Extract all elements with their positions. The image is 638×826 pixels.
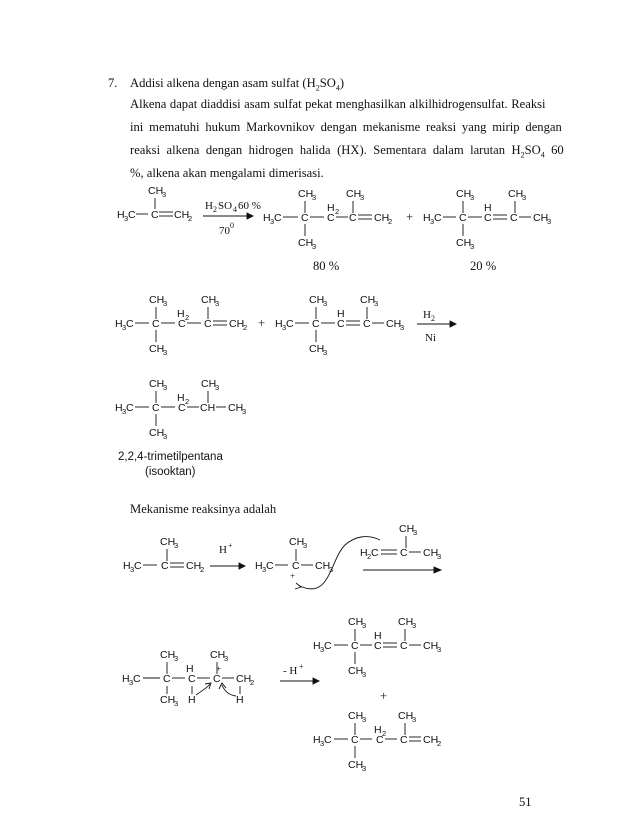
svg-text:+: +	[216, 664, 222, 674]
svg-text:CH: CH	[201, 378, 217, 390]
plus-sign: +	[380, 689, 388, 703]
svg-text:CH: CH	[423, 547, 439, 559]
svg-text:CH: CH	[229, 318, 245, 330]
svg-text:- H: - H	[283, 665, 298, 677]
svg-text:2: 2	[250, 678, 255, 687]
svg-text:3: 3	[174, 654, 179, 663]
svg-text:3: 3	[400, 323, 405, 332]
svg-text:CH: CH	[374, 212, 390, 224]
page-number: 51	[519, 795, 532, 809]
svg-text:C: C	[371, 547, 379, 559]
svg-text:H: H	[275, 318, 283, 330]
svg-text:C: C	[351, 640, 359, 652]
reaction-arrow	[203, 200, 261, 237]
svg-text:CH: CH	[298, 188, 314, 200]
svg-text:3: 3	[323, 348, 328, 357]
svg-text:3: 3	[320, 645, 325, 654]
paragraph-line: Alkena dapat diaddisi asam sulfat pekat menghasilkan alkilhidrogensulfat. Reaksi	[130, 97, 546, 111]
svg-text:3: 3	[282, 323, 287, 332]
svg-text:CH: CH	[200, 402, 216, 414]
svg-text:3: 3	[329, 565, 334, 574]
final-internal-alkene	[313, 616, 441, 679]
svg-text:3: 3	[163, 383, 168, 392]
svg-text:C: C	[400, 734, 408, 746]
svg-text:H: H	[360, 547, 368, 559]
electron-arrow	[196, 684, 210, 695]
dimer-terminal-alkene	[263, 188, 392, 251]
svg-text:2: 2	[188, 214, 193, 223]
svg-text:CH: CH	[160, 649, 176, 661]
svg-text:CH: CH	[456, 237, 472, 249]
svg-text:CH: CH	[289, 536, 305, 548]
svg-text:2: 2	[431, 314, 435, 323]
svg-text:CH: CH	[149, 343, 165, 355]
svg-text:2: 2	[185, 313, 190, 322]
tert-butyl-cation	[255, 536, 333, 581]
svg-text:C: C	[312, 318, 320, 330]
mechanism-isobutylene	[123, 536, 204, 574]
svg-text:C: C	[324, 734, 332, 746]
dimer-internal-alkene-reactant	[275, 294, 404, 357]
svg-text:60 %: 60 %	[238, 200, 261, 212]
electron-arrow	[222, 685, 236, 696]
svg-text:CH: CH	[149, 427, 165, 439]
svg-text:H: H	[484, 202, 492, 214]
svg-text:3: 3	[362, 621, 367, 630]
svg-text:CH: CH	[309, 343, 325, 355]
svg-text:C: C	[301, 212, 309, 224]
svg-text:CH: CH	[174, 209, 190, 221]
mechanism-reaction-arrow	[363, 567, 441, 573]
svg-text:CH: CH	[309, 294, 325, 306]
svg-text:H: H	[423, 212, 431, 224]
paragraph-line: %, alkena akan mengalami dimerisasi.	[130, 166, 324, 180]
svg-text:3: 3	[124, 214, 129, 223]
svg-text:3: 3	[122, 407, 127, 416]
hydrogenation-arrow	[417, 309, 456, 344]
svg-text:H: H	[177, 392, 185, 404]
svg-text:CH: CH	[348, 710, 364, 722]
svg-text:H: H	[219, 544, 227, 556]
yield-label: 20 %	[470, 259, 497, 273]
svg-text:+: +	[290, 571, 296, 581]
curved-arrow-head	[295, 583, 301, 589]
svg-text:2: 2	[200, 565, 205, 574]
svg-text:C: C	[133, 673, 141, 685]
svg-text:2: 2	[185, 397, 190, 406]
svg-text:C: C	[188, 673, 196, 685]
svg-text:CH: CH	[228, 402, 244, 414]
svg-text:2: 2	[243, 323, 248, 332]
curved-electron-arrow	[300, 537, 380, 589]
svg-text:3: 3	[430, 217, 435, 226]
svg-text:H: H	[186, 663, 194, 675]
svg-text:CH: CH	[398, 616, 414, 628]
svg-text:C: C	[400, 547, 408, 559]
paragraph-line: ini mematuhi hukum Markovnikov dengan mekanisme reaksi yang mirip dengan	[130, 120, 562, 134]
svg-text:+: +	[228, 541, 233, 550]
svg-text:3: 3	[412, 715, 417, 724]
isooctane-structure	[115, 378, 246, 441]
svg-text:C: C	[292, 560, 300, 572]
svg-text:CH: CH	[201, 294, 217, 306]
svg-text:C: C	[351, 734, 359, 746]
svg-text:CH: CH	[210, 649, 226, 661]
svg-text:CH: CH	[399, 523, 415, 535]
svg-text:C: C	[484, 212, 492, 224]
svg-text:C: C	[178, 318, 186, 330]
svg-text:C: C	[434, 212, 442, 224]
svg-text:CH: CH	[398, 710, 414, 722]
svg-text:C: C	[510, 212, 518, 224]
svg-text:3: 3	[262, 565, 267, 574]
svg-text:C: C	[374, 640, 382, 652]
svg-text:C: C	[349, 212, 357, 224]
plus-sign: +	[406, 210, 414, 224]
protonation-arrow	[210, 541, 245, 569]
svg-text:CH: CH	[533, 212, 549, 224]
svg-text:H: H	[205, 200, 213, 212]
svg-text:3: 3	[360, 193, 365, 202]
svg-text:3: 3	[470, 193, 475, 202]
svg-text:2: 2	[213, 205, 217, 214]
svg-text:H: H	[115, 318, 123, 330]
svg-text:C: C	[126, 318, 134, 330]
svg-text:C: C	[126, 402, 134, 414]
svg-text:C: C	[400, 640, 408, 652]
mechanism-intro: Mekanisme reaksinya adalah	[130, 502, 277, 516]
svg-text:3: 3	[374, 299, 379, 308]
svg-text:C: C	[213, 673, 221, 685]
svg-text:H: H	[123, 560, 131, 572]
svg-text:2: 2	[382, 729, 387, 738]
svg-text:H: H	[263, 212, 271, 224]
svg-text:H: H	[236, 694, 244, 706]
svg-text:CH: CH	[346, 188, 362, 200]
svg-text:C: C	[152, 318, 160, 330]
svg-text:CH: CH	[348, 616, 364, 628]
svg-text:3: 3	[362, 715, 367, 724]
svg-text:CH: CH	[298, 237, 314, 249]
svg-text:3: 3	[437, 645, 442, 654]
svg-text:70: 70	[219, 225, 230, 237]
svg-text:H: H	[177, 308, 185, 320]
svg-text:CH: CH	[148, 185, 164, 197]
svg-text:3: 3	[312, 242, 317, 251]
svg-text:3: 3	[437, 552, 442, 561]
svg-text:CH: CH	[160, 536, 176, 548]
deprotonation-arrow	[280, 662, 319, 684]
section-number: 7.	[108, 76, 118, 90]
svg-text:0: 0	[230, 221, 234, 230]
svg-text:3: 3	[320, 739, 325, 748]
svg-text:3: 3	[129, 678, 134, 687]
svg-text:C: C	[459, 212, 467, 224]
svg-text:H: H	[313, 734, 321, 746]
yield-label: 80 %	[313, 259, 340, 273]
svg-text:CH: CH	[348, 665, 364, 677]
svg-text:2: 2	[437, 739, 442, 748]
svg-text:C: C	[163, 673, 171, 685]
svg-text:C: C	[286, 318, 294, 330]
product-common-name: (isooktan)	[145, 466, 196, 478]
svg-text:H: H	[423, 309, 431, 321]
svg-text:3: 3	[312, 193, 317, 202]
svg-text:SO: SO	[218, 200, 233, 212]
svg-text:2: 2	[388, 217, 393, 226]
paragraph-line: reaksi alkena dengan hidrogen halida (HX). Sementara dalam larutan $H_2SO_4$ 60	[130, 143, 564, 160]
svg-text:CH: CH	[186, 560, 202, 572]
svg-text:3: 3	[130, 565, 135, 574]
svg-text:3: 3	[122, 323, 127, 332]
svg-text:CH: CH	[149, 294, 165, 306]
svg-text:CH: CH	[360, 294, 376, 306]
svg-text:3: 3	[362, 670, 367, 679]
svg-text:3: 3	[163, 432, 168, 441]
svg-text:3: 3	[522, 193, 527, 202]
svg-text:C: C	[274, 212, 282, 224]
svg-text:C: C	[327, 212, 335, 224]
svg-text:H: H	[313, 640, 321, 652]
svg-text:H: H	[374, 724, 382, 736]
svg-text:C: C	[266, 560, 274, 572]
svg-text:3: 3	[412, 621, 417, 630]
svg-text:3: 3	[174, 699, 179, 708]
svg-text:3: 3	[547, 217, 552, 226]
svg-text:C: C	[128, 209, 136, 221]
dimer-carbocation	[122, 649, 254, 708]
dimer-internal-alkene	[423, 188, 551, 251]
svg-text:Ni: Ni	[425, 332, 436, 344]
svg-text:3: 3	[323, 299, 328, 308]
svg-text:3: 3	[242, 407, 247, 416]
svg-text:C: C	[204, 318, 212, 330]
svg-text:H: H	[188, 694, 196, 706]
svg-text:3: 3	[163, 348, 168, 357]
svg-text:3: 3	[303, 541, 308, 550]
svg-text:CH: CH	[508, 188, 524, 200]
svg-text:C: C	[134, 560, 142, 572]
svg-text:+: +	[299, 662, 304, 671]
svg-text:3: 3	[413, 528, 418, 537]
svg-text:C: C	[376, 734, 384, 746]
svg-text:CH: CH	[149, 378, 165, 390]
svg-text:H: H	[327, 202, 335, 214]
svg-text:C: C	[152, 402, 160, 414]
svg-text:CH: CH	[315, 560, 331, 572]
svg-text:C: C	[337, 318, 345, 330]
svg-text:2: 2	[335, 207, 340, 216]
svg-text:CH: CH	[423, 640, 439, 652]
svg-text:C: C	[178, 402, 186, 414]
svg-text:H: H	[255, 560, 263, 572]
svg-text:CH: CH	[348, 759, 364, 771]
svg-text:C: C	[161, 560, 169, 572]
svg-text:3: 3	[174, 541, 179, 550]
isobutylene-structure	[117, 185, 192, 223]
svg-text:H: H	[115, 402, 123, 414]
svg-text:H: H	[337, 308, 345, 320]
svg-text:3: 3	[362, 764, 367, 773]
svg-text:H: H	[122, 673, 130, 685]
svg-text:4: 4	[233, 205, 237, 214]
svg-text:H: H	[374, 630, 382, 642]
svg-text:CH: CH	[386, 318, 402, 330]
final-terminal-alkene	[313, 710, 441, 773]
svg-text:3: 3	[215, 299, 220, 308]
mechanism-isobutylene-nucleophile	[360, 523, 441, 561]
svg-text:3: 3	[470, 242, 475, 251]
svg-text:C: C	[363, 318, 371, 330]
svg-text:3: 3	[162, 190, 167, 199]
svg-text:H: H	[117, 209, 125, 221]
dimer-terminal-alkene-reactant	[115, 294, 247, 357]
svg-text:3: 3	[215, 383, 220, 392]
svg-text:2: 2	[367, 552, 372, 561]
svg-text:3: 3	[270, 217, 275, 226]
svg-text:CH: CH	[160, 694, 176, 706]
svg-text:C: C	[151, 209, 159, 221]
section-heading: Addisi alkena dengan asam sulfat $(H_2SO_4)$	[130, 76, 345, 93]
plus-sign: +	[258, 316, 266, 330]
svg-text:3: 3	[163, 299, 168, 308]
svg-text:CH: CH	[236, 673, 252, 685]
product-name: 2,2,4-trimetilpentana	[118, 451, 223, 463]
svg-text:CH: CH	[456, 188, 472, 200]
svg-text:C: C	[324, 640, 332, 652]
svg-text:3: 3	[224, 654, 229, 663]
svg-text:CH: CH	[423, 734, 439, 746]
